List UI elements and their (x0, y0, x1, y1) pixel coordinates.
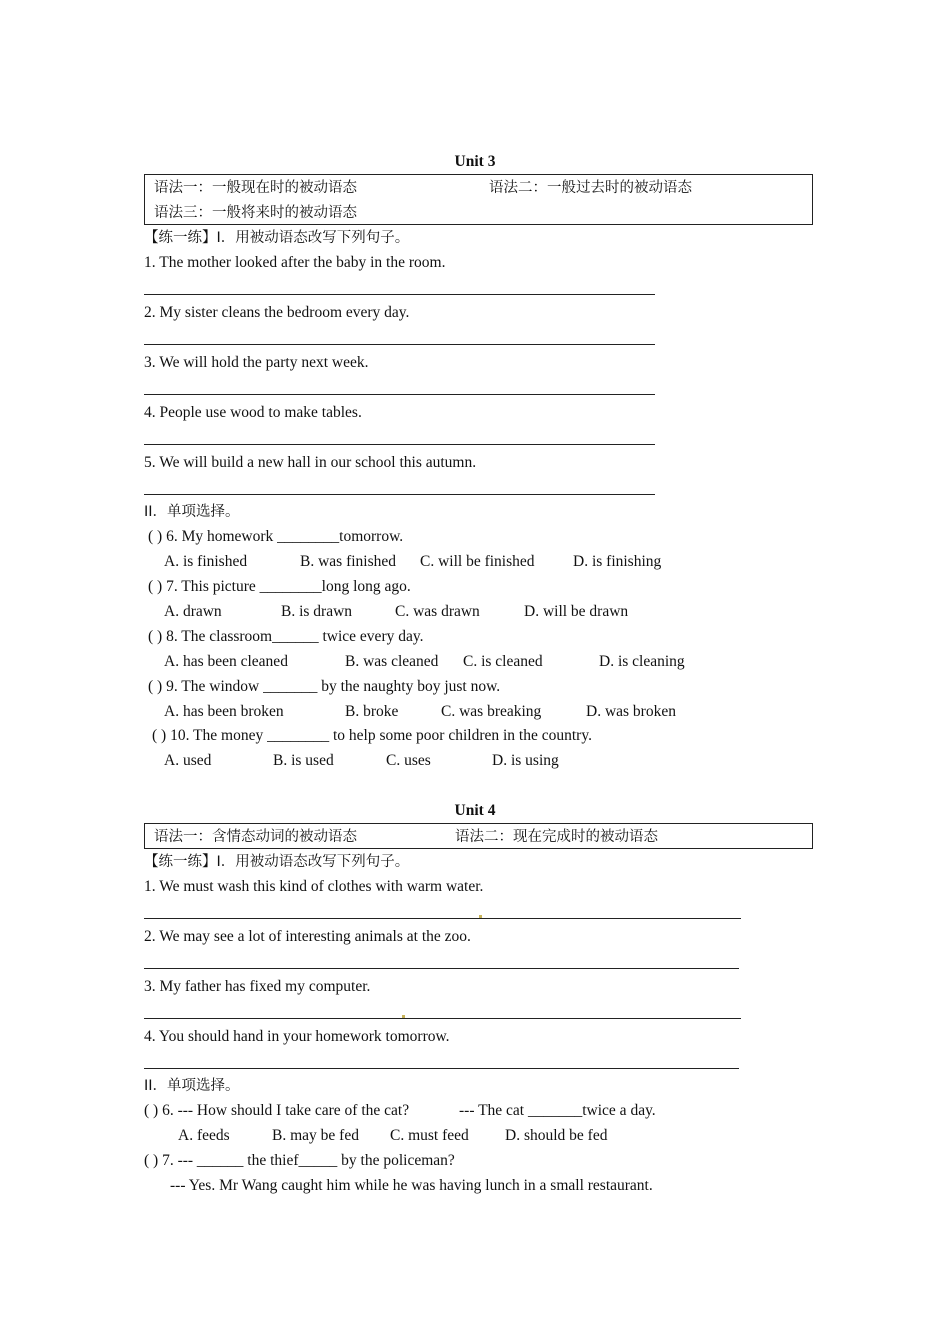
answer-line (144, 918, 741, 919)
option-d: D. is using (492, 752, 559, 769)
option-b: B. broke (345, 703, 399, 720)
unit3-grammar-3: 语法三：一般将来时的被动语态 (154, 205, 357, 221)
answer-line (144, 294, 655, 295)
option-d: D. was broken (586, 703, 676, 720)
speck-mark (479, 915, 482, 918)
unit3-rewrite-4: 4. People use wood to make tables. (144, 404, 362, 421)
option-b: B. may be fed (272, 1127, 359, 1144)
unit4-grammar-1: 语法一：含情态动词的被动语态 (154, 829, 357, 845)
unit4-rewrite-2: 2. We may see a lot of interesting animals at the zoo. (144, 928, 471, 945)
unit3-title: Unit 3 (454, 153, 496, 170)
unit3-question-9: ( ) 9. The window _______ by the naughty boy just now. (148, 678, 501, 695)
option-a: A. feeds (178, 1127, 230, 1144)
option-d: D. is cleaning (599, 653, 685, 670)
unit3-question-6: ( ) 6. My homework ________tomorrow. (148, 528, 404, 545)
unit3-question-8: ( ) 8. The classroom______ twice every day. (148, 628, 424, 645)
option-d: D. is finishing (573, 553, 662, 570)
unit4-question-7: ( ) 7. --- ______ the thief_____ by the policeman? (144, 1152, 455, 1169)
unit4-grammar-2: 语法二：现在完成时的被动语态 (455, 829, 658, 845)
option-d: D. should be fed (505, 1127, 608, 1144)
unit4-choice-heading: II．单项选择。 (144, 1078, 240, 1094)
option-d: D. will be drawn (524, 603, 629, 620)
speck-mark (402, 1015, 405, 1018)
answer-line (144, 344, 655, 345)
answer-line (144, 1018, 741, 1019)
option-a: A. is finished (164, 553, 248, 570)
answer-line (144, 494, 655, 495)
unit4-question-7-reply: --- Yes. Mr Wang caught him while he was having lunch in a small restaurant. (170, 1177, 653, 1194)
option-a: A. has been broken (164, 703, 284, 720)
option-b: B. was finished (300, 553, 397, 570)
unit4-rewrite-3: 3. My father has fixed my computer. (144, 978, 371, 995)
option-c: C. was drawn (395, 603, 480, 620)
unit4-title: Unit 4 (454, 802, 496, 819)
unit3-rewrite-1: 1. The mother looked after the baby in the room. (144, 254, 446, 271)
unit4-practice-heading: 【练一练】I．用被动语态改写下列句子。 (144, 854, 410, 870)
unit3-question-7: ( ) 7. This picture ________long long ago. (148, 578, 411, 595)
unit4-rewrite-1: 1. We must wash this kind of clothes with warm water. (144, 878, 484, 895)
option-c: C. is cleaned (463, 653, 543, 670)
option-c: C. was breaking (441, 703, 542, 720)
option-a: A. used (164, 752, 212, 769)
unit4-rewrite-4: 4. You should hand in your homework tomorrow. (144, 1028, 450, 1045)
unit4-question-6-reply: --- The cat _______twice a day. (459, 1102, 656, 1119)
option-b: B. was cleaned (345, 653, 439, 670)
unit3-choice-heading: II．单项选择。 (144, 504, 240, 520)
unit3-rewrite-2: 2. My sister cleans the bedroom every day. (144, 304, 410, 321)
unit3-question-10: ( ) 10. The money ________ to help some poor children in the country. (152, 727, 592, 744)
option-c: C. uses (386, 752, 431, 769)
option-b: B. is drawn (281, 603, 353, 620)
option-a: A. has been cleaned (164, 653, 288, 670)
option-c: C. must feed (390, 1127, 469, 1144)
unit3-grammar-2: 语法二：一般过去时的被动语态 (489, 180, 692, 196)
option-b: B. is used (273, 752, 334, 769)
unit4-question-6: ( ) 6. --- How should I take care of the cat? (144, 1102, 410, 1119)
option-c: C. will be finished (420, 553, 535, 570)
answer-line (144, 1068, 739, 1069)
answer-line (144, 394, 655, 395)
unit3-grammar-1: 语法一：一般现在时的被动语态 (154, 180, 357, 196)
unit3-practice-heading: 【练一练】I．用被动语态改写下列句子。 (144, 230, 410, 246)
answer-line (144, 444, 655, 445)
answer-line (144, 968, 739, 969)
option-a: A. drawn (164, 603, 222, 620)
unit3-rewrite-3: 3. We will hold the party next week. (144, 354, 369, 371)
unit3-rewrite-5: 5. We will build a new hall in our school this autumn. (144, 454, 477, 471)
